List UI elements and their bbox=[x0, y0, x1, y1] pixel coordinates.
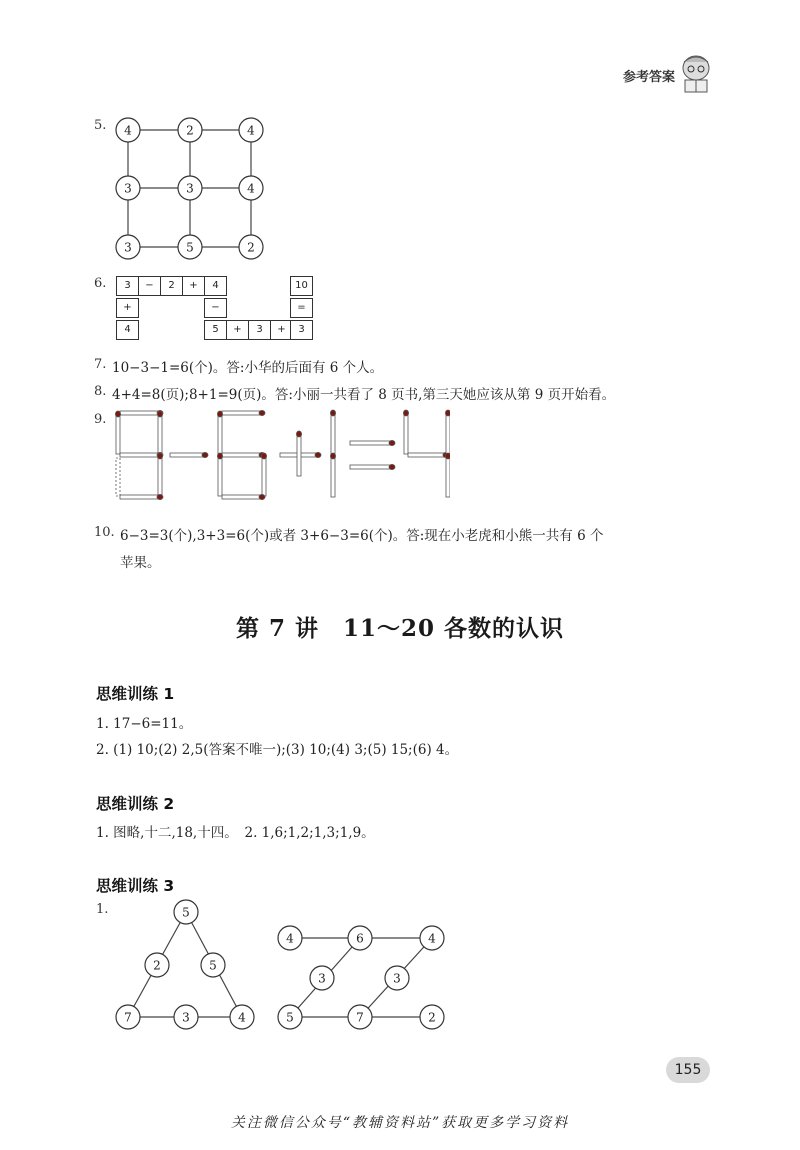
matchstick bbox=[296, 431, 301, 476]
number-node bbox=[348, 1005, 372, 1029]
node-value: 4 bbox=[238, 1010, 246, 1025]
matchstick bbox=[157, 453, 162, 496]
matchstick bbox=[222, 494, 265, 499]
grid-cell: 2 bbox=[160, 276, 183, 296]
node-value: 3 bbox=[393, 971, 401, 986]
node-value: 3 bbox=[186, 181, 194, 196]
node-value: 3 bbox=[182, 1010, 190, 1025]
matchstick bbox=[350, 440, 395, 445]
grid-cell: = bbox=[290, 298, 313, 318]
number-shape-diagrams bbox=[110, 895, 460, 1040]
grid-cell: + bbox=[182, 276, 205, 296]
question-number: 9. bbox=[94, 412, 107, 427]
node-value: 2 bbox=[247, 240, 255, 255]
node-value: 6 bbox=[356, 931, 364, 946]
answer-text: 2. (1) 10;(2) 2,5(答案不唯一);(3) 10;(4) 3;(5) 15;(6) 4。 bbox=[96, 742, 459, 758]
matchstick bbox=[408, 452, 449, 457]
number-grid-diagram bbox=[110, 114, 270, 264]
number-node bbox=[178, 176, 202, 200]
section-heading: 思维训练 3 bbox=[96, 877, 175, 895]
number-node bbox=[385, 966, 409, 990]
matchstick bbox=[222, 452, 265, 457]
number-node bbox=[178, 118, 202, 142]
number-node bbox=[239, 235, 263, 259]
answer-text: 1. 17−6=11。 bbox=[96, 716, 193, 732]
node-value: 3 bbox=[124, 240, 132, 255]
matchstick bbox=[330, 453, 335, 497]
node-value: 3 bbox=[124, 181, 132, 196]
footer-note: 关注微信公众号“教辅资料站”获取更多学习资料 bbox=[230, 1115, 570, 1131]
question-number: 7. bbox=[94, 357, 107, 372]
matchstick bbox=[261, 453, 266, 496]
number-node bbox=[116, 118, 140, 142]
node-value: 2 bbox=[186, 123, 194, 138]
matchstick bbox=[170, 452, 208, 457]
matchstick bbox=[217, 453, 222, 496]
grid-cell: 4 bbox=[204, 276, 227, 296]
matchstick bbox=[445, 453, 450, 497]
number-node bbox=[116, 1005, 140, 1029]
grid-cell: 3 bbox=[290, 320, 313, 340]
node-value: 5 bbox=[182, 905, 190, 920]
node-value: 4 bbox=[247, 123, 255, 138]
number-node bbox=[174, 900, 198, 924]
node-value: 7 bbox=[356, 1010, 364, 1025]
node-value: 5 bbox=[209, 958, 217, 973]
number-node bbox=[174, 1005, 198, 1029]
node-value: 4 bbox=[247, 181, 255, 196]
number-node bbox=[116, 176, 140, 200]
number-node bbox=[348, 926, 372, 950]
number-node bbox=[145, 953, 169, 977]
node-value: 3 bbox=[318, 971, 326, 986]
node-value: 4 bbox=[286, 931, 294, 946]
grid-cell: − bbox=[204, 298, 227, 318]
grid-cell: 3 bbox=[116, 276, 139, 296]
grid-cell: 3 bbox=[248, 320, 271, 340]
question-number: 6. bbox=[94, 276, 107, 291]
question-number: 8. bbox=[94, 384, 107, 399]
cartoon-girl-reading-icon bbox=[676, 52, 716, 96]
answer-text: 4+4=8(页);8+1=9(页)。答:小丽一共看了 8 页书,第三天她应该从第 9 页开始看。 bbox=[112, 387, 616, 403]
answer-text: 10−3−1=6(个)。答:小华的后面有 6 个人。 bbox=[112, 360, 384, 376]
number-node bbox=[116, 235, 140, 259]
section-heading: 思维训练 2 bbox=[96, 795, 175, 813]
question-number: 1. bbox=[96, 902, 109, 917]
grid-cell: − bbox=[138, 276, 161, 296]
answer-text: 6−3=3(个),3+3=6(个)或者 3+6−3=6(个)。答:现在小老虎和小熊一共有 6 个 bbox=[120, 528, 604, 544]
answer-text: 1. 图略,十二,18,十四。 2. 1,6;1,2;1,3;1,9。 bbox=[96, 825, 375, 841]
number-node bbox=[239, 118, 263, 142]
grid-cell: 4 bbox=[116, 320, 139, 340]
number-node bbox=[278, 1005, 302, 1029]
matchstick bbox=[445, 410, 450, 454]
node-value: 2 bbox=[428, 1010, 436, 1025]
grid-cell: 10 bbox=[290, 276, 313, 296]
number-node bbox=[201, 953, 225, 977]
matchstick bbox=[330, 410, 335, 454]
grid-cell: 5 bbox=[204, 320, 227, 340]
matchstick-equation-figure bbox=[110, 405, 450, 505]
number-node bbox=[420, 926, 444, 950]
page-number: 155 bbox=[666, 1057, 710, 1083]
section-header-label: 参考答案 bbox=[623, 70, 676, 85]
number-node bbox=[278, 926, 302, 950]
grid-cell: + bbox=[226, 320, 249, 340]
number-node bbox=[239, 176, 263, 200]
node-value: 4 bbox=[428, 931, 436, 946]
matchstick bbox=[222, 410, 265, 415]
answer-text: 苹果。 bbox=[120, 555, 161, 571]
node-value: 4 bbox=[124, 123, 132, 138]
node-value: 5 bbox=[186, 240, 194, 255]
section-heading: 思维训练 1 bbox=[96, 685, 175, 703]
matchstick bbox=[115, 411, 120, 454]
node-value: 7 bbox=[124, 1010, 132, 1025]
matchstick bbox=[157, 411, 162, 454]
number-node bbox=[420, 1005, 444, 1029]
matchstick bbox=[120, 410, 163, 415]
question-number: 5. bbox=[94, 118, 107, 133]
matchstick bbox=[120, 494, 163, 499]
number-node bbox=[178, 235, 202, 259]
question-number: 10. bbox=[94, 525, 115, 540]
node-value: 2 bbox=[153, 958, 161, 973]
node-value: 5 bbox=[286, 1010, 294, 1025]
matchstick bbox=[403, 410, 408, 454]
matchstick bbox=[217, 411, 222, 454]
number-node bbox=[310, 966, 334, 990]
matchstick bbox=[350, 464, 395, 469]
lesson-title: 第 7 讲 11～20 各数的认识 bbox=[235, 615, 565, 642]
matchstick bbox=[120, 452, 163, 457]
grid-cell: + bbox=[116, 298, 139, 318]
number-node bbox=[230, 1005, 254, 1029]
grid-cell: + bbox=[270, 320, 293, 340]
